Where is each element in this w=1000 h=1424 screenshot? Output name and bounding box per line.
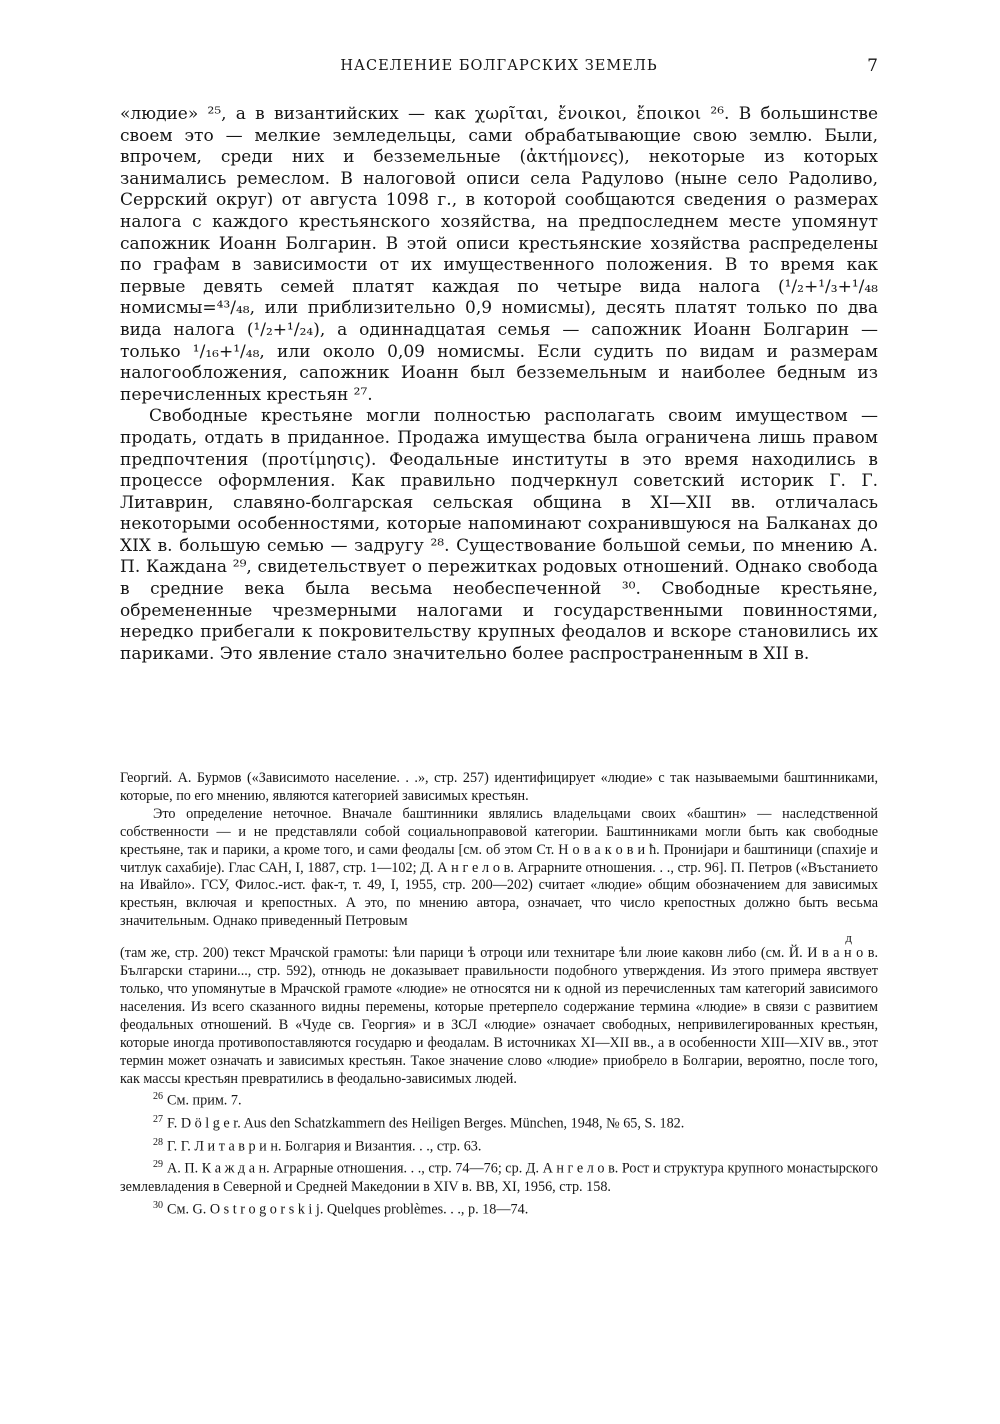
page-number: 7 bbox=[867, 56, 878, 76]
footnote-text: Г. Г. Л и т а в р и н. Болгария и Византия. . ., стр. 63. bbox=[167, 1138, 482, 1155]
paragraph: Свободные крестьяне могли полностью располагать своим имуществом — продать, отдать в приданное. Продажа имущества была ограничена лишь правом предпочтения (προτίμησις). Феодальные институты в это время находились в процессе оформления. Как правильно подчеркнул советский историк Г. Г. Литаврин, славяно-болгарская сельская община в XI—XII вв. отличалась некоторыми особенностями, которые напоминают сохранившуюся на Балканах до XIX в. большую семью — задругу ²⁸. Существование большой семьи, по мнению А. П. Каждана ²⁹, свидетельствует о пережитках родовых отношений. Однако свобода в средние века была весьма необеспеченной ³⁰. Свободные крестьяне, обремененные чрезмерными налогами и государственными повинностями, нередко прибегали к покровительству крупных феодалов и вскоре становились их париками. Это явление стало значительно более распространенным в XII в. bbox=[120, 406, 878, 664]
note-continuation: (там же, стр. 200) текст Мрачской грамоты: ѣли парици ѣ отроци или технитаре ѣли люие каковн либо (см. Й. И в а н о в. Български старини..., стр. 592), отнюдь не доказывает правильности подобного утверждения. Из этого примера явствует только, что упомянутые в Мрачской грамоте «людие» не относятся ни к одной из перечисленных там категорий зависимого населения. Из всего сказанного видны перемены, которые претерпело содержание термина «людие» в связи с развитием феодальных отношений. В «Чуде св. Георгия» и в ЗСЛ «людие» означает свободных, непривилегированных крестьян, которые иногда противопоставляются государю и феодалам. В источниках XI—XII вв., а в особенности XIII—XIV вв., этот термин может означать и зависимых крестьян. Такое значение слово «людие» приобрело в Болгарии, вероятно, после того, как массы крестьян превратились в феодально-зависимых людей. bbox=[120, 945, 878, 1087]
footnote-text: См. прим. 7. bbox=[167, 1093, 242, 1110]
footnote-number: 30 bbox=[153, 1199, 163, 1211]
footnotes-section bbox=[120, 770, 878, 1220]
footnote-text: F. D ö l g e r. Aus den Schatzkammern des Heiligen Berges. München, 1948, № 65, S. 182. bbox=[167, 1115, 685, 1132]
main-text bbox=[120, 104, 878, 665]
footnote-number: 29 bbox=[153, 1159, 163, 1171]
footnote bbox=[120, 1197, 878, 1220]
footnote-text: См. G. O s t r o g o r s k i j. Quelques problèmes. . ., p. 18—74. bbox=[167, 1201, 529, 1218]
note-continuation: Георгий. А. Бурмов («Зависимото население. . .», стр. 257) идентифицирует «людие» с так называемыми баштинниками, которые, по его мнению, являются категорией зависимых крестьян. bbox=[120, 770, 878, 804]
paragraph: «людие» ²⁵, а в византийских — как χωρῖται, ἔνοικοι, ἔποικοι ²⁶. В большинстве своем это — мелкие земледельцы, сами обрабатывающие свою землю. Были, впрочем, среди них и безземельные (ἀκτήμονες), некоторые из которых занимались ремеслом. В налоговой описи села Радулово (ныне село Радоливо, Серрский округ) от августа 1098 г., в которой сообщаются сведения о размерах налога с каждого крестьянского хозяйства, на предпоследнем месте упомянут сапожник Иоанн Болгарин. В этой описи крестьянские хозяйства распределены по графам в зависимости от их имущественного положения. В то время как первые девять семей платят каждая по четыре вида налога (¹/₂+¹/₃+¹/₄₈ номисмы=⁴³/₄₈, или приблизительно 0,9 номисмы), десять платят только по два вида налога (¹/₂+¹/₂₄), а одиннадцатая семья — сапожник Иоанн Болгарин — только ¹/₁₆+¹/₄₈, или около 0,09 номисмы. Если судить по видам и размерам налогообложения, сапожник Иоанн был безземельным и наиболее бедным из перечисленных крестьян ²⁷. bbox=[120, 104, 878, 405]
page-header bbox=[120, 56, 878, 80]
superscript-mark: д bbox=[845, 930, 852, 946]
footnote bbox=[120, 1156, 878, 1197]
note-continuation: Это определение неточное. Вначале баштинники являлись владельцами своих «баштин» — наследственной собственности — и не представляли собой социальноправовой категории. Баштинниками могли быть как свободные крестьяне, так и парики, а кроме того, и сами феодалы [см. об этом Ст. Н о в а к о в и ћ. Пронијари и баштиници (спахије и читлук сахабије). Глас САН, I, 1887, стр. 1—102; Д. А н г е л о в. Аграрните отношения. . ., стр. 96]. П. Петров («Въстанието на Ивайло». ГСУ, Филос.-ист. фак-т, т. 49, I, 1955, стр. 200—202) считает «людие» общим обозначением для зависимых крестьян, включая и крепостных. А это, по мнению автора, означает, что число крепостных должно быть весьма значительным. Однако приведенный Петровым bbox=[120, 805, 878, 930]
running-title: НАСЕЛЕНИЕ БОЛГАРСКИХ ЗЕМЕЛЬ bbox=[340, 58, 658, 74]
footnote-number: 26 bbox=[153, 1091, 163, 1103]
footnote bbox=[120, 1111, 878, 1134]
footnote-text: А. П. К а ж д а н. Аграрные отношения. . ., стр. 74—76; ср. Д. А н г е л о в. Рост и структура крупного монастырского землевладения в Северной и Средней Македонии в XIV в. ВВ, XI, 1956, стр. 158. bbox=[120, 1161, 878, 1195]
footnote-number: 27 bbox=[153, 1114, 163, 1126]
footnote-number: 28 bbox=[153, 1136, 163, 1148]
footnote bbox=[120, 1134, 878, 1157]
footnote bbox=[120, 1088, 878, 1111]
